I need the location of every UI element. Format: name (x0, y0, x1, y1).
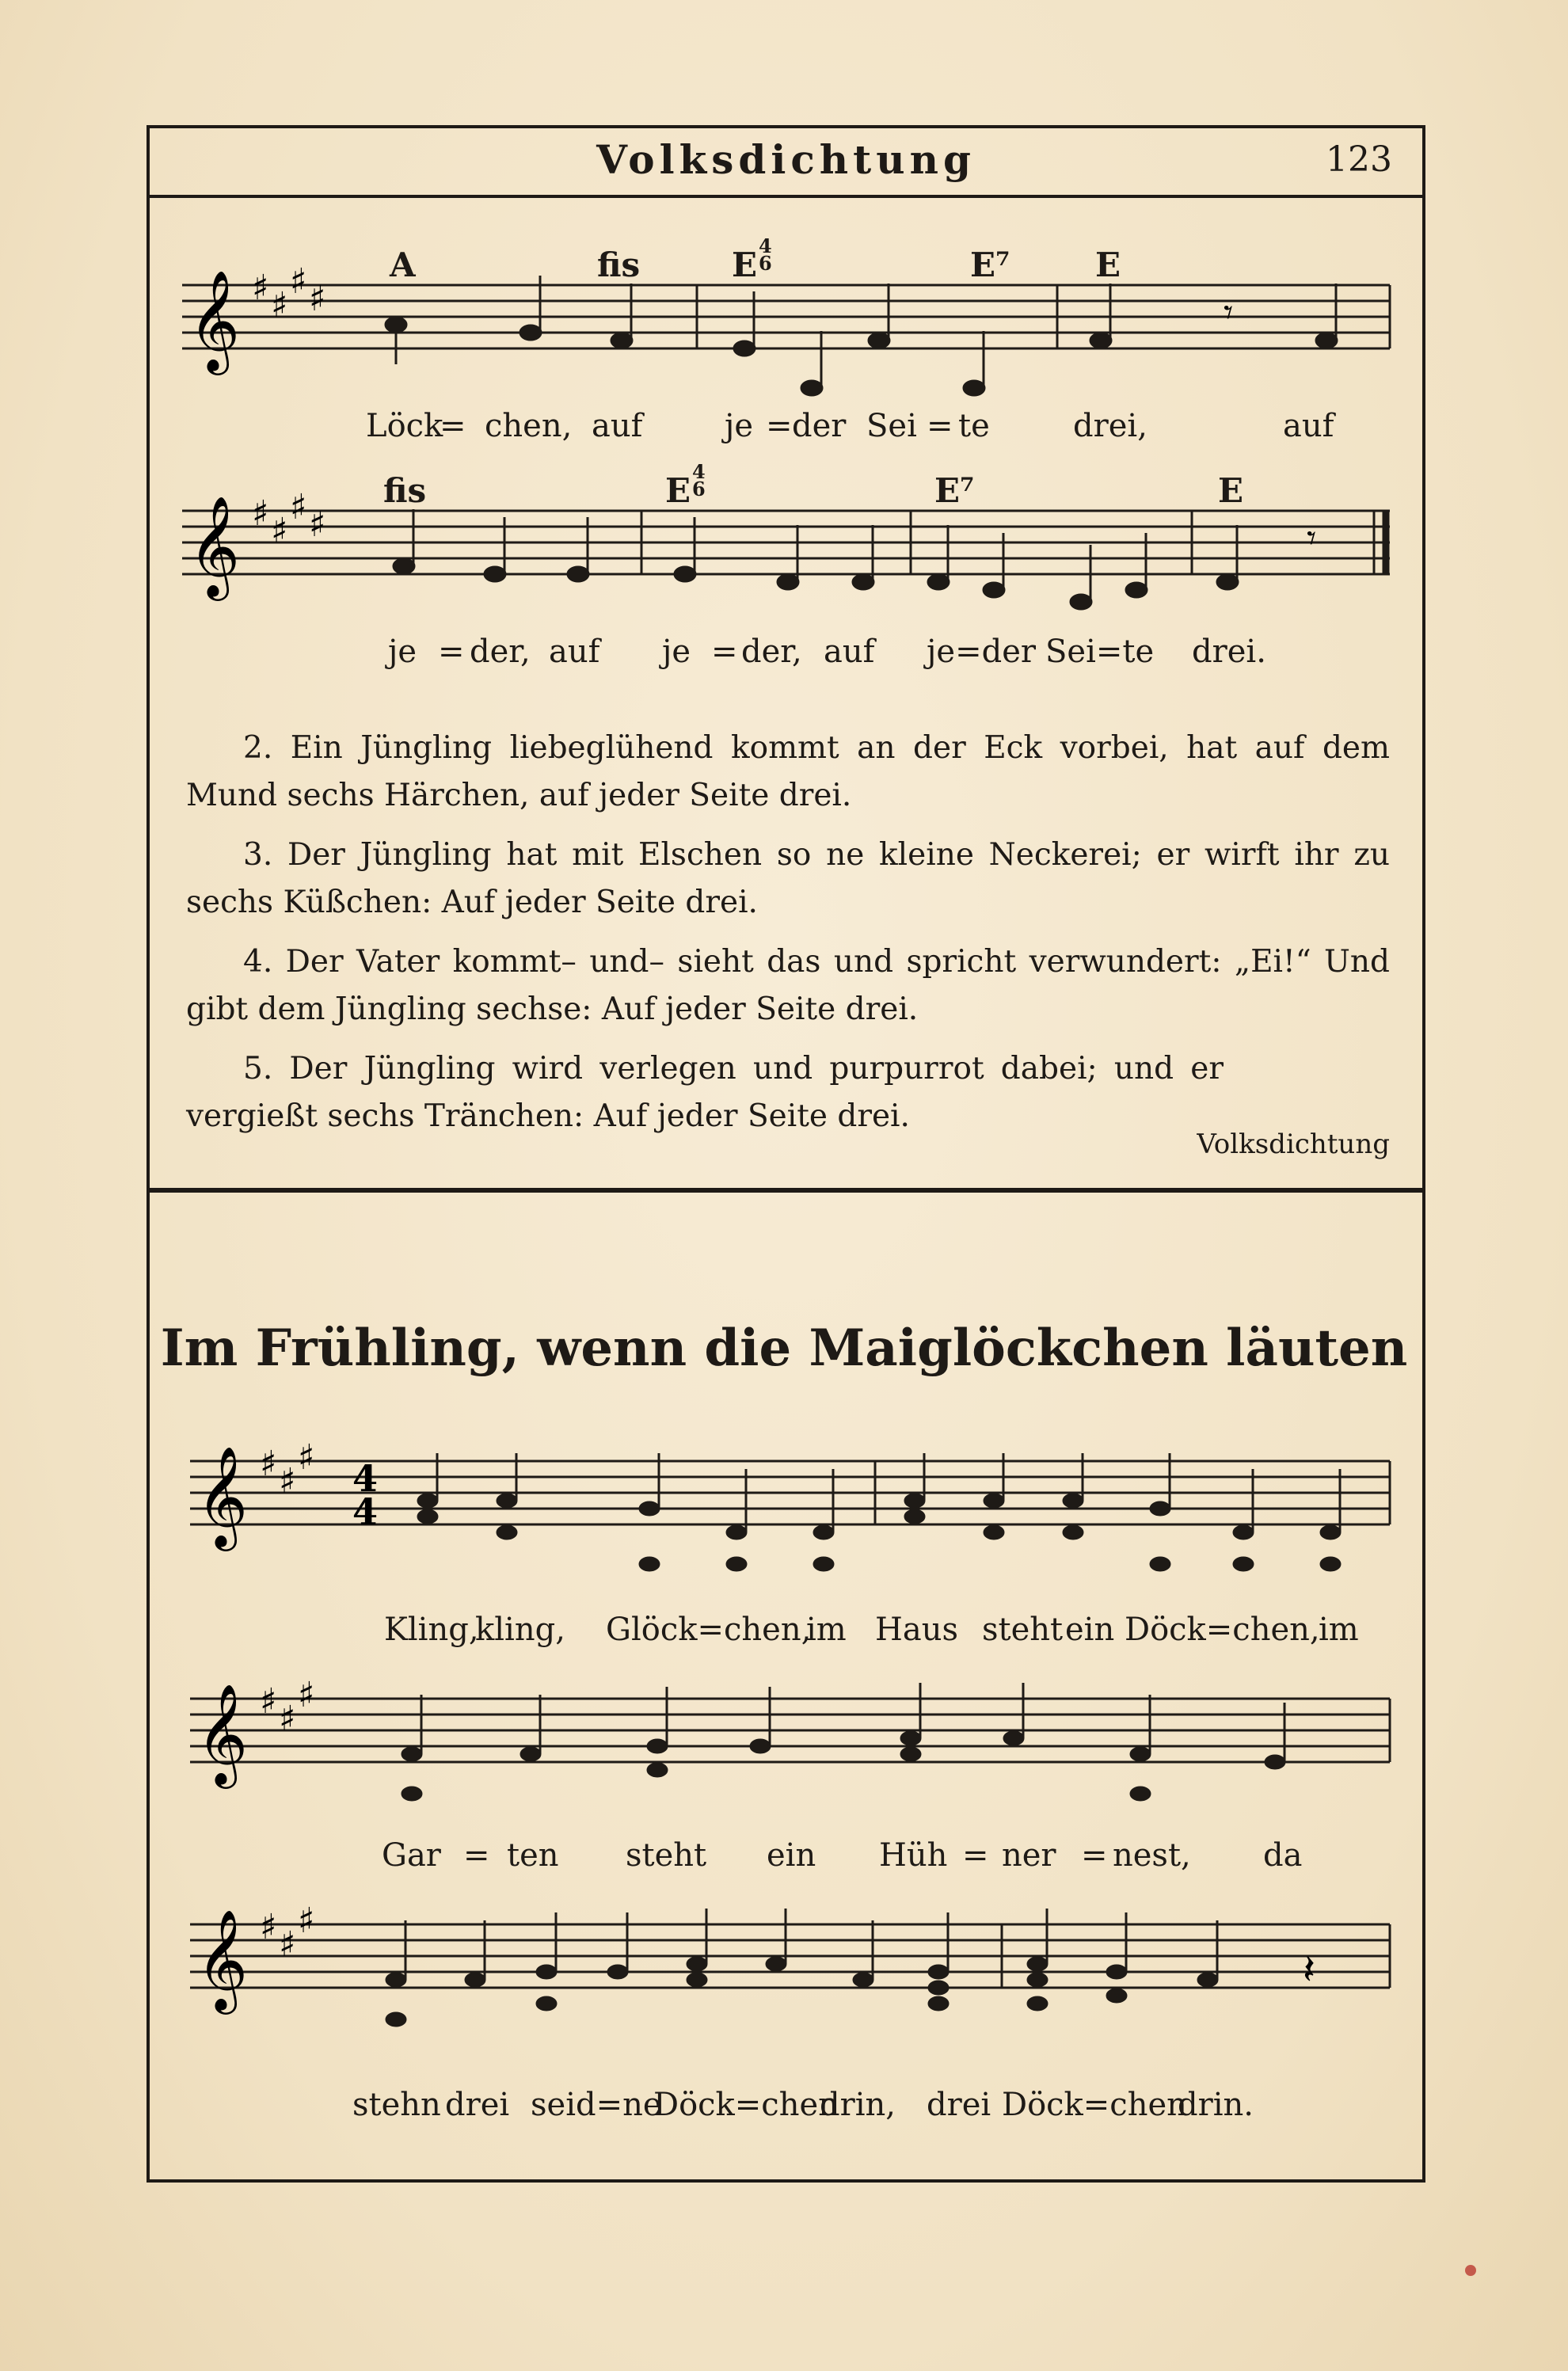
svg-text:♯: ♯ (271, 285, 288, 325)
staff-system-5 (190, 1865, 1394, 2055)
treble-clef-icon: 𝄞 (196, 1683, 249, 1784)
svg-text:♯: ♯ (252, 493, 269, 534)
svg-text:♯: ♯ (298, 1675, 315, 1715)
lyric-syllable: ner (1002, 1837, 1056, 1874)
verse-text: 3. Der Jüngling hat mit Elschen so ne kleine Neckerei; er wirft ihr zu sechs Küßchen: Auf jeder Seite drei. (186, 837, 1390, 920)
staff-system-4 (190, 1639, 1394, 1829)
chord-symbol: E (1095, 245, 1121, 284)
lyric-syllable: da (1263, 1837, 1303, 1874)
lyric-hyphen: = (463, 1837, 490, 1874)
svg-text:4: 4 (352, 1457, 379, 1500)
eighth-rest-icon: 𝄾 (1224, 291, 1234, 333)
svg-text:♯: ♯ (279, 1461, 296, 1501)
treble-clef-icon: 𝄞 (196, 1909, 249, 2010)
quarter-rest-icon: 𝄽 (1303, 1947, 1315, 1994)
lyric-syllable: seid=ne (531, 2087, 662, 2123)
verse-2 (186, 725, 1390, 820)
lyric-syllable: Löck (366, 408, 443, 444)
chord-symbol: E⁷ (934, 471, 975, 510)
notes-system-4 (402, 1683, 1284, 1800)
chord-symbol: E (732, 245, 758, 284)
svg-text:4: 4 (352, 1490, 379, 1533)
svg-text:♯: ♯ (271, 511, 288, 551)
svg-text:♯: ♯ (298, 1437, 315, 1478)
chord-symbol: fis (383, 471, 427, 510)
lyric-syllable: auf (549, 634, 600, 670)
lyric-syllable: Kling, (384, 1612, 479, 1648)
lyric-hyphen: = (711, 634, 738, 670)
svg-text:♯: ♯ (260, 1681, 277, 1722)
lyric-syllable: Glöck=chen, (606, 1612, 812, 1648)
lyric-syllable: der, (741, 634, 802, 670)
lyric-syllable: drei (445, 2087, 510, 2123)
lyric-hyphen: = (1081, 1837, 1108, 1874)
page-number: 123 (1326, 139, 1392, 180)
lyric-syllable: im (806, 1612, 847, 1648)
lyric-syllable: Sei=te (1045, 634, 1155, 670)
lyric-syllable: Haus (875, 1612, 959, 1648)
lyric-syllable: Döck=chen (1002, 2087, 1187, 2123)
svg-text:♯: ♯ (309, 504, 326, 545)
lyric-hyphen: = (927, 408, 953, 444)
chord-symbol: E (1218, 471, 1244, 510)
chord-fraction (692, 460, 706, 500)
lyric-syllable: drin, (820, 2087, 896, 2123)
verse-5 (186, 1045, 1224, 1140)
svg-text:♯: ♯ (252, 268, 269, 308)
lyric-syllable: Döck=chen, (1125, 1612, 1320, 1648)
notes-system-1 (386, 276, 1337, 395)
time-signature (352, 1457, 378, 1533)
lyric-syllable: ein (767, 1837, 816, 1874)
svg-text:♯: ♯ (309, 279, 326, 319)
staff-system-1 (182, 234, 1394, 428)
svg-text:♯: ♯ (260, 1444, 277, 1484)
lyric-hyphen: = (766, 408, 793, 444)
lyric-syllable: drei (927, 2087, 991, 2123)
lyric-syllable: im (1319, 1612, 1359, 1648)
notes-system-3 (418, 1453, 1340, 1570)
lyric-syllable: auf (592, 408, 643, 444)
svg-text:♯: ♯ (260, 1907, 277, 1947)
verse-text: 5. Der Jüngling wird verlegen und purpurrot dabei; und er vergießt sechs Tränchen: Auf jeder Seite drei. (186, 1051, 1224, 1134)
lyric-syllable: ten (507, 1837, 559, 1874)
lyric-syllable: je (662, 634, 691, 670)
lyric-syllable: drin. (1178, 2087, 1254, 2123)
chord-fraction (759, 234, 772, 275)
verse-3 (186, 832, 1390, 927)
svg-text:♯: ♯ (290, 261, 307, 302)
chord-fraction-top: 4 (692, 460, 706, 483)
lyric-syllable: te (958, 408, 990, 444)
song-title: Im Frühling, wenn die Maiglöckchen läuten (160, 1319, 1408, 1378)
lyric-syllable: auf (1283, 408, 1334, 444)
lyric-syllable: drei, (1073, 408, 1147, 444)
eighth-rest-icon: 𝄾 (1307, 516, 1317, 559)
lyric-syllable: Gar (382, 1837, 441, 1874)
lyric-syllable: ein (1065, 1612, 1115, 1648)
svg-text:♯: ♯ (298, 1901, 315, 1941)
svg-text:♯: ♯ (279, 1699, 296, 1739)
notes-system-5 (386, 1909, 1217, 2026)
staff-system-3 (190, 1414, 1394, 1604)
lyric-syllable: je=der (927, 634, 1036, 670)
chord-symbol: fis (597, 245, 641, 284)
chord-fraction-bottom: 6 (759, 252, 772, 275)
lyric-syllable: je (388, 634, 417, 670)
lyric-syllable: Hüh (879, 1837, 948, 1874)
lyric-syllable: steht (626, 1837, 707, 1874)
verse-4 (186, 938, 1390, 1033)
running-header (147, 125, 1425, 198)
lyric-hyphen: = (438, 634, 465, 670)
svg-text:♯: ♯ (279, 1924, 296, 1965)
verse-text: 4. Der Vater kommt– und– sieht das und spricht verwundert: „Ei!“ Und gibt dem Jüngling sechse: Auf jeder Seite drei. (186, 944, 1390, 1027)
lyric-syllable: je (725, 408, 754, 444)
lyric-syllable: drei. (1192, 634, 1266, 670)
lyric-hyphen: = (440, 408, 466, 444)
lyric-syllable: nest, (1113, 1837, 1191, 1874)
section-divider (147, 1188, 1425, 1193)
chord-fraction-top: 4 (759, 234, 772, 257)
chord-symbol: A (390, 245, 416, 284)
lyric-hyphen: = (962, 1837, 989, 1874)
treble-clef-icon: 𝄞 (188, 269, 241, 371)
lyric-syllable: der (792, 408, 847, 444)
chord-fraction-bottom: 6 (692, 478, 706, 500)
lyric-syllable: auf (824, 634, 875, 670)
chord-symbol: E (665, 471, 691, 510)
source-attribution: Volksdichtung (1197, 1128, 1390, 1160)
staff-system-2 (182, 460, 1394, 653)
chord-symbol: E⁷ (970, 245, 1010, 284)
treble-clef-icon: 𝄞 (196, 1445, 249, 1547)
lyric-syllable: chen, (485, 408, 573, 444)
lyric-syllable: Döck=chen (653, 2087, 839, 2123)
lyric-syllable: Sei (866, 408, 917, 444)
svg-text:♯: ♯ (290, 487, 307, 527)
lyric-syllable: der, (470, 634, 531, 670)
lyric-syllable: kling, (475, 1612, 565, 1648)
running-header-title: Volksdichtung (596, 136, 976, 183)
ink-spot-icon (1465, 2265, 1476, 2276)
treble-clef-icon: 𝄞 (188, 495, 241, 596)
lyric-syllable: steht (982, 1612, 1064, 1648)
lyric-syllable: stehn (352, 2087, 441, 2123)
verse-text: 2. Ein Jüngling liebeglühend kommt an der Eck vorbei, hat auf dem Mund sechs Härchen, auf jeder Seite drei. (186, 730, 1390, 813)
